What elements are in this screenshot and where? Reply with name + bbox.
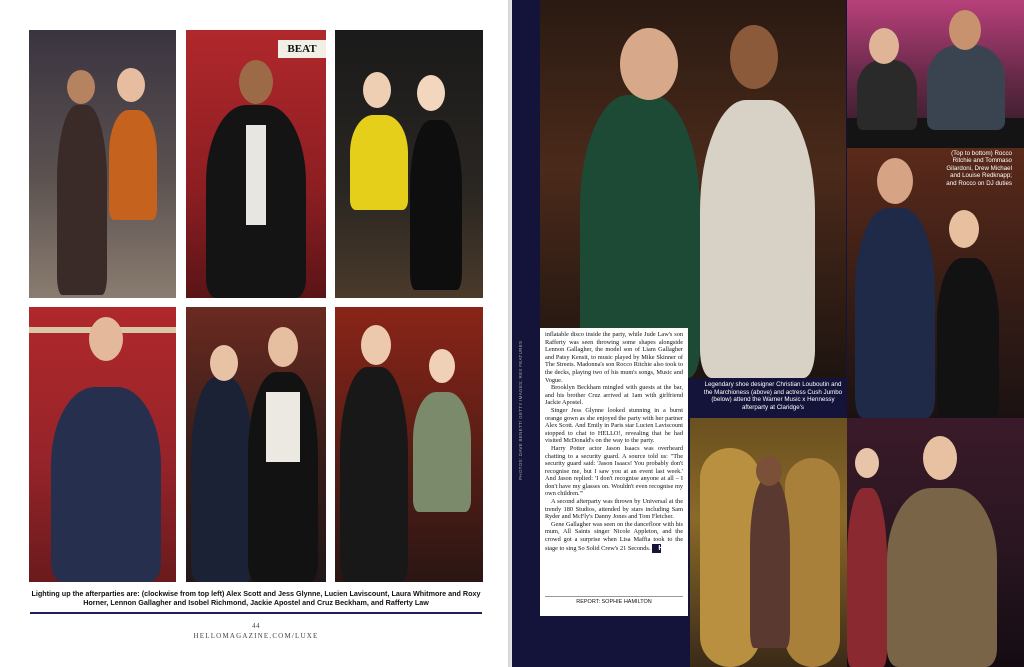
photo-gene-gallagher-nicole-appleton xyxy=(847,418,1024,667)
article-body xyxy=(540,328,688,616)
article-paragraph: A second afterparty was thrown by Universal at the trendy 180 Studios, attended by stars including Sam Ryder and McFly's Danny Jones and Tom Fletcher. xyxy=(545,498,683,521)
photo-lennon-gallagher-isobel-richmond xyxy=(335,307,483,582)
beat-sign: BEAT xyxy=(278,40,326,58)
report-byline: REPORT: SOPHIE HAMILTON xyxy=(545,596,683,605)
photo-cush-jumbo xyxy=(690,418,847,667)
article-paragraph: inflatable disco inside the party, while Jude Law's son Rafferty was seen throwing some shapes alongside Lennon Gallagher, the model son of Liam Gallagher and Patsy Kensit, to music played by Mike Skinner of The Streets. Madonna's son Rocco Ritchie also took to the decks, playing two of his mum's songs, Music and Vogue. xyxy=(545,331,683,384)
page-number: 44 xyxy=(252,622,260,630)
article-paragraph: Harry Potter actor Jason Isaacs was overheard chatting to a security guard. A source told us: "The security guard said: 'Jason Isaacs! You probably don't recognise me, but I saw you at an event last week.' And Jason replied: 'I don't recognise anyone at all – I don't have my glasses on. Wouldn't even recognise my own children.'" xyxy=(545,444,683,498)
article-paragraph: Singer Jess Glynne looked stunning in a burnt orange gown as she enjoyed the party with her partner Alex Scott. And Emily in Paris star Lucien Laviscount stopped to chat to HELLO!, revealing that he had visited McDonald's on the way to the party. xyxy=(545,406,683,445)
divider-rule xyxy=(30,612,482,614)
caption-dj-duties: (Top to bottom) Rocco Ritchie and Tommaso Gilardoni, Drew Michael and Louise Redknapp; and Rocco on DJ duties xyxy=(946,150,1012,187)
photo-lucien-laviscount xyxy=(186,30,326,298)
photo-jackie-apostel-cruz-beckham xyxy=(186,307,326,582)
hello-end-mark: H xyxy=(652,544,661,553)
photo-drew-michael-louise-redknapp xyxy=(847,148,1024,418)
photo-alex-scott-jess-glynne xyxy=(29,30,176,298)
photo-credit: PHOTOS: DAVE BENETT/ GETTY IMAGES; REX FEATURES xyxy=(518,340,523,480)
article-paragraph-text: Gene Gallagher was seen on the dancefloor with his mum, All Saints singer Nicole Appleton, and the crowd got a surprise when Lisa Maffia took to the stage to sing So Solid Crew's 21 Seconds. xyxy=(545,520,683,552)
site-url: HELLOMAGAZINE.COM/LUXE xyxy=(193,632,319,640)
photo-laura-whitmore-roxy-horner xyxy=(335,30,483,298)
photo-caption: Lighting up the afterparties are: (clockwise from top left) Alex Scott and Jess Glynne, Lucien Laviscount, Laura Whitmore and Roxy Horner, Lennon Gallagher and Isobel Richmond, Jackie Apostel and Cruz Beckham, and Rafferty Law xyxy=(31,589,481,607)
photo-rocco-ritchie-tommaso-gilardoni xyxy=(847,0,1024,148)
caption-louboutin: Legendary shoe designer Christian Louboutin and the Marchioness (above) and actress Cush Jumbo (below) attend the Warner Music x Hennessy afterparty at Claridge's xyxy=(700,378,846,418)
article-paragraph: Brooklyn Beckham mingled with guests at the bar, and his brother Cruz arrived at 1am with girlfriend Jackie Apostel. xyxy=(545,384,683,407)
photo-rafferty-law xyxy=(29,307,176,582)
photo-christian-louboutin-marchioness xyxy=(540,0,846,378)
article-paragraph-last xyxy=(545,521,683,553)
